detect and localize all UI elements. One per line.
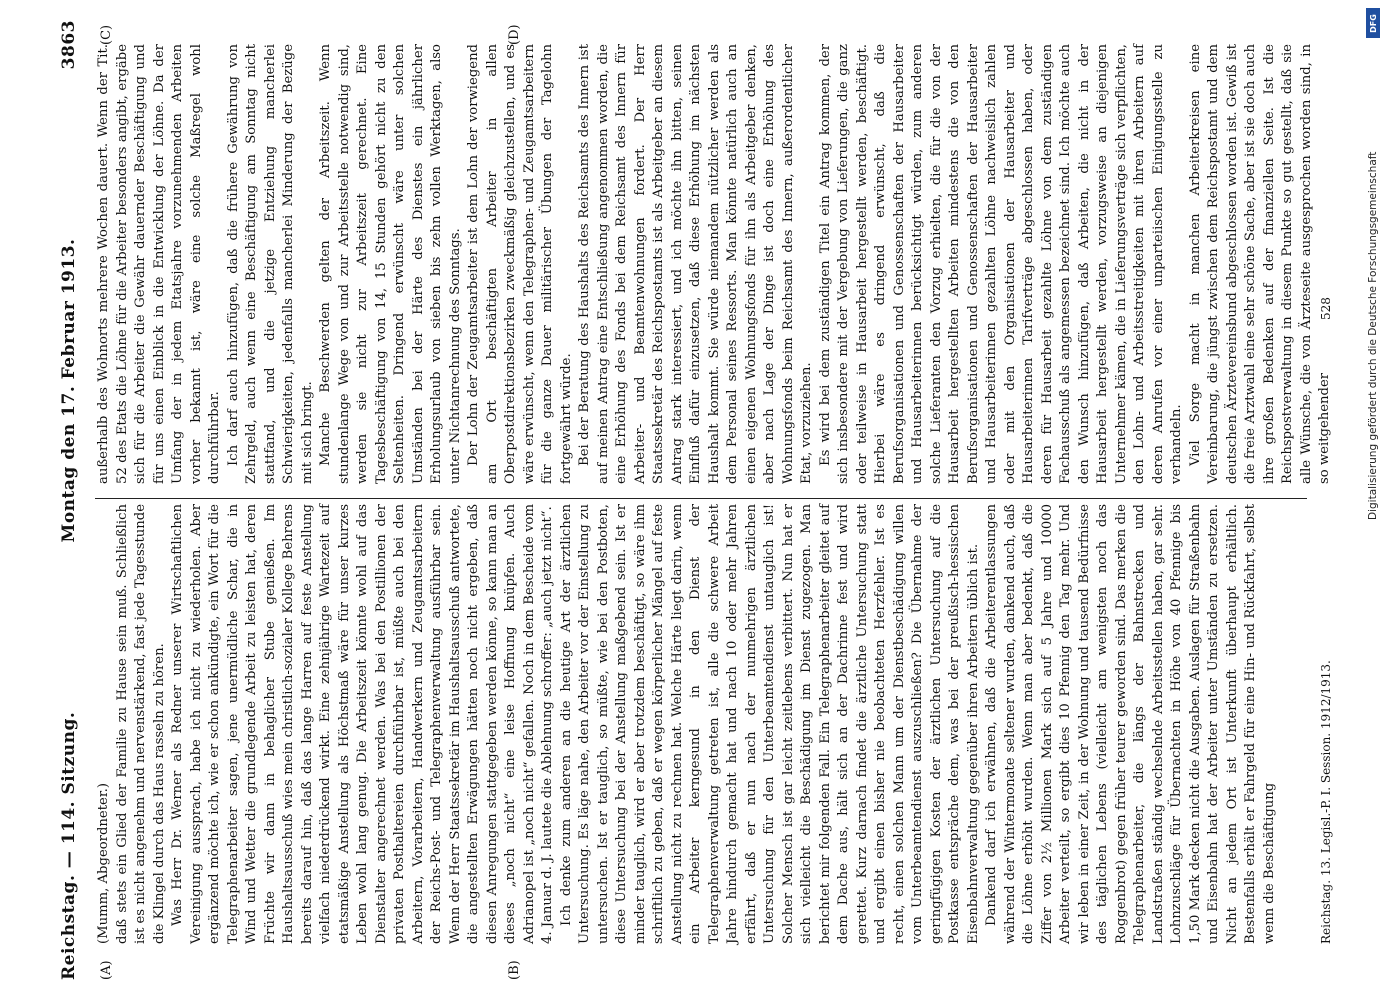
margin-marker-c: (C) bbox=[98, 24, 114, 45]
paragraph: Was Herr Dr. Werner als Redner unserer Wirtschaftlichen Vereinigung aussprach, habe ich nicht zu wiederholen. Aber ergänzend möchte ich, wie er schon ankündigte, ein Wort für die Telegraphenarbeiter sagen, jene unermüdliche Schar, die in Wind und Wetter die grundlegende Arbeit zu leisten hat, deren Früchte wir dann in behaglicher Stube genießen. Im Haushaltsausschuß wies mein christlich-sozialer Kollege Behrens bereits darauf hin, daß das lange Harren auf feste Anstellung vielfach niederdrückend wirkt. Eine zehnjährige Wartezeit auf etatsmäßige Anstellung als Höchstmaß wäre für unser kurzes Leben wohl lang genug. Die Arbeitszeit könnte wohl auf das Dienstalter angerechnet werden. Was bei den Postillionen der privaten Posthaltereien durchführbar ist, müßte auch bei den Arbeitern, Vorarbeitern, Handwerkern und Zeugamtsarbeitern der Reichs-Post- und Telegraphenverwaltung ausführbar sein. Wenn der Herr Staatssekretär im Haushaltsausschuß antwortete, die angestellten Erwägungen hätten noch nicht ergeben, daß diesen Anregungen stattgegeben werden könne, so kann man an dieses „noch nicht“ eine leise Hoffnung knüpfen. Auch Adrianopel ist „noch nicht“ gefallen. Noch in dem Bescheide vom 4. Januar d. J. lautete die Ablehnung schroffer: „auch jetzt nicht“. bbox=[169, 504, 555, 944]
header-date: Montag den 17. Februar 1913. bbox=[58, 238, 79, 543]
paragraph: Bei der Beratung des Haushalts des Reichsamts des Innern ist auf meinen Antrag eine Entschließung angenommen worden, die eine Erhöhung des Fonds bei dem Reichsamt des Innern für Arbeiter- und Beamtenwohnungen fordert. Der Herr Staatssekretär des Reichspostamts ist als Arbeitgeber an diesem Antrag stark interessiert, und ich möchte ihn bitten, seinen Einfluß dafür einzusetzen, daß diese Erhöhung im nächsten Haushalt kommt. Sie würde niemandem nützlicher werden als dem Personal seines Ressorts. Man könnte natürlich auch an einen eigenen Wohnungsfonds für ihn als Arbeitgeber denken, aber nach Lage der Dinge ist doch eine Erhöhung des Wohnungsfonds beim Reichsamt des Innern, außerordentlicher Etat, vorzuziehen. bbox=[576, 44, 814, 484]
paragraph: außerhalb des Wohnorts mehrere Wochen dauert. Wenn der Tit. 52 des Etats die Löhne für die Arbeiter besonders angibt, ergäbe sich für die Arbeiter die Gewähr dauernder Beschäftigung und für uns einen Einblick in die Entwicklung der Löhne. Da der Umfang der in jedem Etatsjahre vorzunehmenden Arbeiten vorher bekannt ist, wäre eine solche Maßregel wohl durchführbar. bbox=[95, 44, 222, 484]
margin-marker-a: (A) bbox=[98, 960, 114, 980]
page-footer bbox=[1319, 56, 1333, 944]
paragraph: Dankend darf ich erwähnen, daß die Arbeiterentlassungen während der Wintermonate seltener wurden, dankend auch, daß die Löhne erhöht wurden. Wenn man aber bedenkt, daß die Ziffer von 2½ Millionen Mark sich auf 5 Jahre und 10000 Arbeiter verteilt, so ergibt dies 10 Pfennig den Tag mehr. Und wir leben in einer Zeit, in der Wohnung und tausend Bedürfnisse des täglichen Lebens (vielleicht am wenigsten noch das Roggenbrot) gegen früher teurer geworden sind. Das merken die Telegraphenarbeiter, die längs der Bahnstrecken und Landstraßen ständig wechselnde Arbeitsstellen haben, gar sehr. Lohnzuschläge für Übernachten in Höhe von 40 Pfennige bis 1,50 Mark decken nicht die Ausgaben. Auslagen für Straßenbahn und Eisenbahn hat der Arbeiter unter Umständen zu ersetzen. Nicht an jedem Ort ist Unterkunft überhaupt erhältlich. Bestenfalls erhält er Fahrgeld für eine Hin- und Rückfahrt, selbst wenn die Beschäftigung bbox=[983, 504, 1276, 944]
digitization-credit bbox=[1363, 0, 1383, 1000]
margin-marker-d: (D) bbox=[506, 24, 522, 45]
header-left: Reichstag. — 114. Sitzung. bbox=[58, 711, 79, 980]
credit-text: Digitalisierung gefördert durch die Deutsche Forschungsgemeinschaft bbox=[1367, 151, 1379, 520]
speaker-note: (Mumm, Abgeordneter.) bbox=[95, 782, 111, 944]
footer-session: Reichstag. 13. Legisl.-P. I. Session. 1912/1913. bbox=[1318, 660, 1333, 944]
paragraph: Es wird bei dem zuständigen Titel ein Antrag kommen, der sich insbesondere mit der Vergebung von Lieferungen, die ganz oder teilweise in Hausarbeit hergestellt werden, beschäftigt. Hierbei wäre es dringend erwünscht, daß die Berufsorganisationen und Genossenschaften der Hausarbeiter und Hausarbeiterinnen berücksichtigt würden, zum anderen solche Lieferanten den Vorzug erhielten, die für die von der Hausarbeit hergestellten Arbeiten mindestens die von den Berufsorganisationen und Genossenschaften der Hausarbeiter und Hausarbeiterinnen gezahlten Löhne nachweislich zahlen oder mit den Organisationen der Hausarbeiter und Hausarbeiterinnen Tarifverträge abgeschlossen haben, oder deren für Hausarbeit gezahlte Löhne von dem zuständigen Fachausschuß als angemessen bezeichnet sind. Ich möchte auch den Wunsch hinzufügen, daß Arbeiten, die nicht in der Hausarbeit hergestellt werden, vorzugsweise an diejenigen Unternehmer kämen, die in Lieferungsverträge sich verpflichten, den Lohn- und Arbeitsstreitigkeiten mit ihren Arbeitern auf deren Anrufen vor einer unparteiischen Einigungsstelle zu verhandeln. bbox=[817, 44, 1184, 484]
paragraph: Manche Beschwerden gelten der Arbeitszeit. Wenn stundenlange Wege von und zur Arbeitsstelle notwendig sind, werden sie nicht zur Arbeitszeit gerechnet. Eine Tagesbeschäftigung von 14, 15 Stunden gehört nicht zu den Seltenheiten. Dringend erwünscht wäre unter solchen Umständen bei der Härte des Dienstes ein jährlicher Erholungsurlaub von sieben bis zehn vollen Werktagen, also unter Nichtanrechnung des Sonntags. bbox=[317, 44, 462, 484]
paragraph: Viel Sorge macht in manchen Arbeiterkreisen eine Vereinbarung, die jüngst zwischen dem Reichspostamt und dem deutschen Ärztevereinsbund abgeschlossen worden ist. Gewiß ist die freie Arztwahl eine sehr schöne Sache, aber ist sie doch auch ihre großen Bedenken auf der finanziellen Seite. Ist die Reichspostverwaltung in diesem Punkte so gut gestellt, daß sie alle Wünsche, die von Ärzteseite ausgesprochen worden sind, in so weitgehender bbox=[1187, 44, 1332, 484]
paragraph: Der Lohn der Zeugamtsarbeiter ist dem Lohn der vorwiegend am Ort beschäftigten Arbeiter in allen Oberpostdirektionsbezirken zweckmäßig gleichzustellen, und es wäre erwünscht, wenn den Telegraphen- und Zeugamtsarbeitern für die ganze Dauer militärischer Übungen der Tagelohn fortgewährt würde. bbox=[465, 44, 573, 484]
paragraph: Ich darf auch hinzufügen, daß die frühere Gewährung von Zehrgeld, auch wenn eine Beschäftigung am Sonntag nicht stattfand, und die jetzige Entziehung mancherlei Schwierigkeiten, jedenfalls mancherlei Minderung der Bezüge mit sich bringt. bbox=[225, 44, 314, 484]
newspaper-page bbox=[37, 20, 1347, 980]
page-header bbox=[55, 20, 83, 980]
page-number: 3863 bbox=[58, 20, 79, 70]
dfg-logo-text: DFG bbox=[1368, 13, 1378, 33]
paragraph: Ich denke zum anderen an die heutige Art der ärztlichen Untersuchung. Es läge nahe, den Arbeiter vor der Einstellung zu untersuchen. Ist er tauglich, so müßte, wie bei den Postboten, diese Untersuchung bei der Anstellung maßgebend sein. Ist er minder tauglich, wird er aber trotzdem beschäftigt, so wäre ihm schriftlich zu geben, daß er wegen körperlicher Mängel auf feste Anstellung nicht zu rechnen hat. Welche Härte liegt darin, wenn ein Arbeiter kerngesund in den Dienst der Telegraphenverwaltung getreten ist, alle die schwere Arbeit Jahre hindurch gemacht hat und nach 10 oder mehr Jahren erfährt, daß er nun nach der nunmehrigen ärztlichen Untersuchung für den Unterbeamtendienst untauglich ist! Solcher Mensch ist gar leicht zeitlebens verbittert. Nun hat er sich vielleicht die Beschädigung im Dienst zugezogen. Man berichtet mir folgenden Fall. Ein Telegraphenarbeiter gleitet auf dem Dache aus, hält sich an der Dachrinne fest und wird gerettet. Kurz darnach findet die ärztliche Untersuchung statt und ergibt einen bisher nie beobachteten Herzfehler. Ist es recht, einen solchen Mann um der Dienstbeschädigung willen vom Unterbeamtendienst auszuschließen? Die Übernahme der geringfügigen Kosten der ärztlichen Untersuchung auf die Postkasse entspräche dem, was bei der preußisch-hessischen Eisenbahnverwaltung gegenüber ihren Arbeitern üblich ist. bbox=[558, 504, 980, 944]
left-column bbox=[95, 504, 1307, 944]
footer-sheet-number: 528 bbox=[1318, 297, 1333, 320]
paragraph: daß stets ein Glied der Familie zu Hause sein muß. Schließlich ist es nicht angenehm und nervenstärkend, fast jede Tagesstunde die Klingel durch das Haus rasseln zu hören. bbox=[114, 503, 166, 944]
column-divider bbox=[95, 498, 1307, 499]
margin-marker-b: (B) bbox=[506, 960, 522, 980]
